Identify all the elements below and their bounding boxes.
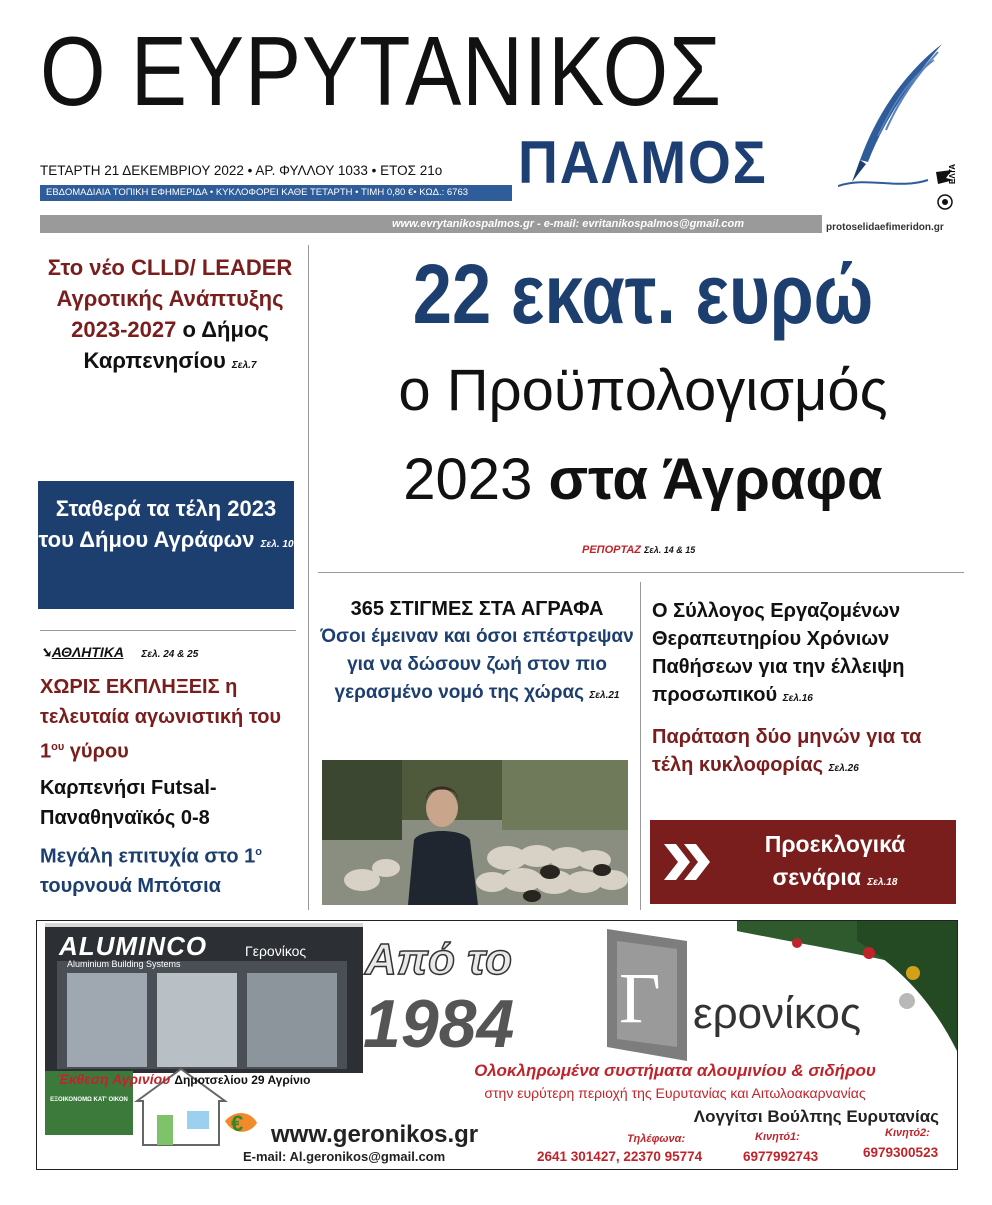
shepherd-photo <box>322 760 628 905</box>
sports-blue-story: Μεγάλη επιτυχία στο $1^o$ τουρνουά Μπότσια <box>40 845 262 898</box>
ad-location: Λογγίτσι Βούλπης Ευρυτανίας <box>693 1107 939 1126</box>
column-divider <box>640 582 641 910</box>
page-ref: Σελ. 24 & 25 <box>141 649 199 660</box>
sports-stories[interactable] <box>40 672 302 901</box>
elta-badge <box>932 163 958 210</box>
since-year: 1984 <box>363 986 515 1062</box>
geronikos-advertisement[interactable] <box>36 920 958 1170</box>
middle-story[interactable] <box>320 595 634 710</box>
phones[interactable]: 2641 301427, 22370 95774 <box>537 1149 703 1164</box>
mobile2[interactable]: 6979300523 <box>863 1145 939 1160</box>
sports-section-label: ➘ΑΘΛΗΤΙΚΑ Σελ. 24 & 25 <box>40 644 199 660</box>
main-subheadline: ο Προϋπολογισμός <box>398 358 888 423</box>
left-box-text: Σταθερά τα τέλη 2023 του Δήμου Αγράφων <box>38 496 277 552</box>
page-ref: Σελ.16 <box>782 693 813 704</box>
column-divider <box>308 245 309 910</box>
left-story-black: ο Δήμος Καρπενησίου <box>83 317 269 373</box>
report-ref: ΡΕΠΟΡΤΑΖ Σελ. 14 & 15 <box>582 544 696 556</box>
masthead-title: Ο ΕΥΡΥΤΑΝΙΚΟΣ <box>40 16 723 126</box>
section-divider <box>40 630 296 631</box>
middle-story-head: 365 ΣΤΙΓΜΕΣ ΣΤΑ ΑΓΡΑΦΑ <box>350 598 604 620</box>
shop-sign: Γερονίκος <box>245 943 307 959</box>
right-story-1: Ο Σύλλογος Εργαζομένων Θεραπευτηρίου Χρόνιων Παθήσεων για την έλλειψη προσωπικού Σελ.16 <box>652 600 905 706</box>
page-ref: Σελ.7 <box>231 360 257 371</box>
right-box-text: Προεκλογικά σενάρια Σελ.18 <box>764 831 906 890</box>
page-ref: Σελ.18 <box>867 877 898 888</box>
main-subheadline-2: 2023 στα Άγραφα <box>403 447 883 512</box>
right-box-story[interactable] <box>650 820 956 904</box>
sports-black-story: Καρπενήσι Futsal-Παναθηναϊκός 0-8 <box>40 776 217 829</box>
mobile1-label: Κινητό1: <box>755 1131 800 1143</box>
web-bar[interactable]: www.evrytanikospalmos.gr - e-mail: evritanikospalmos@gmail.com <box>40 215 822 233</box>
since-label: Από το <box>365 935 513 984</box>
masthead-subtitle: ΠΑΛΜΟΣ <box>518 129 768 196</box>
svg-text:€: € <box>231 1111 244 1136</box>
main-headline[interactable]: 22 εκατ. ευρώ <box>412 247 874 341</box>
page-ref: Σελ.21 <box>589 690 620 701</box>
ad-website[interactable]: www.geronikos.gr <box>271 1121 479 1148</box>
right-story-2: Παράταση δύο μηνών για τα τέλη κυκλοφορίας Σελ.26 <box>652 726 922 776</box>
aluminco-logo: ALUMINCO <box>59 931 208 961</box>
sports-red-story: ΧΩΡΙΣ ΕΚΠΛΗΞΕΙΣ η τελευταία αγωνιστική του $1^{o\upsilon}$ γύρου <box>40 676 282 763</box>
right-stories[interactable] <box>652 597 962 783</box>
site-credit: protoselidaefimeridon.gr <box>826 222 944 233</box>
page-ref: Σελ.26 <box>828 763 859 774</box>
logo-letter: Γ <box>619 958 661 1038</box>
tagline-bar: ΕΒΔΟΜΑΔΙΑΙΑ ΤΟΠΙΚΗ ΕΦΗΜΕΡΙΔΑ • ΚΥΚΛΟΦΟΡΕΙ ΚΑΘΕ ΤΕΤΑΡΤΗ • ΤΙΜΗ 0,80 €• ΚΩΔ.: 6763 <box>40 185 512 201</box>
middle-story-body: Όσοι έμειναν και όσοι επέστρεψαν για να δώσουν ζωή στον πιο γερασμένο νομό της χώρας Σελ.21 <box>320 626 634 703</box>
mobile1[interactable]: 6977992743 <box>743 1149 819 1164</box>
left-story-red: Στο νέο CLLD/ LEADER Αγροτικής Ανάπτυξης 2023-2027 <box>47 255 293 342</box>
elta-label: ΕΛΤΑ <box>948 163 957 184</box>
arrow-icon: ➘ <box>40 644 52 660</box>
energy-badge: ΕΞΟΙΚΟΝΟΜΩ ΚΑΤ' ΟΙΚΟΝ <box>50 1097 128 1103</box>
phones-label: Τηλέφωνα: <box>627 1133 686 1145</box>
double-chevron-icon <box>662 840 714 884</box>
page-ref: Σελ. 10 <box>260 539 294 550</box>
ad-slogan: Ολοκληρωμένα συστήματα αλουμινίου & σιδήρου <box>474 1061 876 1080</box>
section-divider <box>318 572 964 573</box>
ad-email[interactable]: E-mail: Al.geronikos@gmail.com <box>243 1149 446 1164</box>
ad-region: στην ευρύτερη περιοχή της Ευρυτανίας και Αιτωλοακαρνανίας <box>484 1085 866 1101</box>
left-story-leader[interactable] <box>40 252 300 381</box>
issue-line: ΤΕΤΑΡΤΗ 21 ΔΕΚΕΜΒΡΙΟΥ 2022 • ΑΡ. ΦΥΛΛΟΥ 1033 • ΕΤΟΣ 21ο <box>40 163 443 178</box>
left-box-story[interactable] <box>38 481 294 609</box>
company-name: ερονίκος <box>693 989 862 1038</box>
showroom: Έκθεση Αγρινίου Δημοτσελίου 29 Αγρίνιο <box>57 1071 311 1087</box>
mobile2-label: Κινητό2: <box>885 1127 930 1139</box>
aluminco-sub: Aluminium Building Systems <box>67 959 181 969</box>
